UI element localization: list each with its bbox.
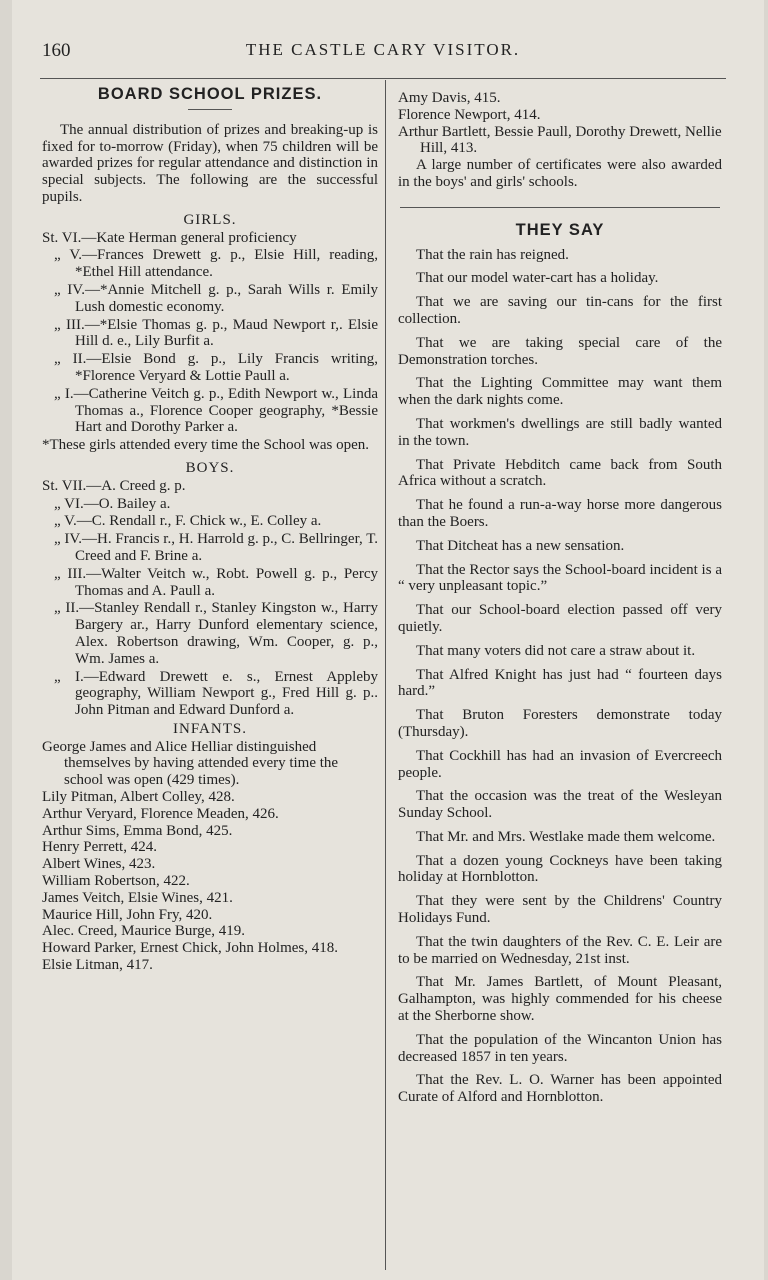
they-say-item: That Bruton Foresters demonstrate today (Thursday). (398, 707, 722, 740)
infants-entry: William Robertson, 422. (42, 873, 190, 890)
left-column (42, 86, 378, 974)
boys-entry: St. VII.—A. Creed g. p. (42, 477, 186, 494)
they-say-item: That the Rector says the School-board incident is a “ very unpleasant topic.” (398, 561, 722, 595)
they-say-item: That he found a run-a-way horse more dangerous than the Boers. (398, 497, 722, 530)
they-say-item: That the Lighting Committee may want them when the dark nights come. (398, 375, 722, 409)
infants-entry: Albert Wines, 423. (42, 856, 156, 873)
they-say-item: That Ditcheat has a new sensation. (416, 537, 625, 554)
header-rule (40, 78, 726, 79)
girls-entry: St. VI.—Kate Herman general proficiency (42, 229, 297, 246)
they-say-item: That Mr. and Mrs. Westlake made them welcome. (416, 828, 716, 845)
boys-entry: „ II.—Stanley Rendall r., Stanley Kingston w., Harry Bargery ar., Harry Dunford elementary science, Alex. Robertson drawing, Wm. Cooper, g. p., Wm. James a. (54, 600, 378, 667)
infants-entry: Howard Parker, Ernest Chick, John Holmes, 418. (42, 940, 339, 957)
girls-entry: „ IV.—*Annie Mitchell g. p., Sarah Wills r. Emily Lush domestic economy. (54, 281, 378, 315)
certificates-note: A large number of certificates were also awarded in the boys' and girls' schools. (398, 157, 722, 190)
they-say-item: That the occasion was the treat of the Wesleyan Sunday School. (398, 788, 722, 822)
they-say-item: That Alfred Knight has just had “ fourteen days hard.” (398, 666, 722, 700)
girls-note: *These girls attended every time the School was open. (42, 437, 369, 454)
infants-entry: Arthur Sims, Emma Bond, 425. (42, 822, 233, 839)
they-say-item: That they were sent by the Childrens' Country Holidays Fund. (398, 893, 722, 927)
column-divider (385, 80, 386, 1270)
board-intro: The annual distribution of prizes and breaking-up is fixed for to-morrow (Friday), when 75 children will be awarded prizes for regular attendance and distinction in special subjects. The following are the successful pupils. (42, 121, 378, 205)
page-header (42, 40, 724, 68)
boys-entry: „ I.—Edward Drewett e. s., Ernest Appleby geography, William Newport g., Fred Hill g. p.. John Pitman and Edward Dunford a. (54, 668, 378, 719)
they-say-item: That we are saving our tin-cans for the first collection. (398, 294, 722, 327)
infants-entry: Arthur Bartlett, Bessie Paull, Dorothy Drewett, Nellie Hill, 413. (398, 123, 722, 157)
publication-title: THE CASTLE CARY VISITOR. (245, 40, 521, 59)
they-say-item: That our model water-cart has a holiday. (416, 270, 659, 287)
they-say-item: That a dozen young Cockneys have been taking holiday at Hornblotton. (398, 852, 722, 886)
they-say-item: That the Rev. L. O. Warner has been appointed Curate of Alford and Hornblotton. (398, 1072, 722, 1106)
infants-entry: Florence Newport, 414. (398, 106, 541, 123)
they-say-item: That many voters did not care a straw about it. (416, 642, 696, 659)
infants-entry: Amy Davis, 415. (398, 90, 501, 106)
infants-heading: INFANTS. (173, 720, 247, 737)
girls-heading: GIRLS. (183, 211, 237, 228)
section-rule (400, 207, 720, 208)
board-school-title: BOARD SCHOOL PRIZES. (97, 85, 323, 103)
right-column (398, 90, 722, 1113)
infants-intro: George James and Alice Helliar distinguished themselves by having attended every time the school was open (429 times). (42, 738, 339, 789)
they-say-list (398, 247, 722, 1106)
they-say-item: That the twin daughters of the Rev. C. E. Leir are to be married on Wednesday, 21st inst. (398, 933, 722, 967)
girls-entry: „ V.—Frances Drewett g. p., Elsie Hill, reading, *Ethel Hill attendance. (54, 247, 378, 281)
they-say-title: THEY SAY (515, 220, 605, 239)
they-say-item: That our School-board election passed off very quietly. (398, 602, 722, 635)
they-say-item: That Mr. James Bartlett, of Mount Pleasant, Galhampton, was highly commended for his cheese at the Sherborne show. (398, 974, 722, 1025)
they-say-item: That Cockhill has had an invasion of Evercreech people. (398, 747, 722, 781)
they-say-item: That Private Hebditch came back from South Africa without a scratch. (398, 456, 722, 490)
boys-heading: BOYS. (185, 459, 235, 476)
infants-entry: Maurice Hill, John Fry, 420. (42, 906, 213, 923)
newspaper-page (12, 0, 764, 1280)
boys-entry: „ III.—Walter Veitch w., Robt. Powell g. p., Percy Thomas and A. Paull a. (54, 565, 378, 599)
infants-entry: Alec. Creed, Maurice Burge, 419. (42, 923, 245, 940)
boys-entry: „ VI.—O. Bailey a. (54, 495, 171, 512)
infants-entry: Lily Pitman, Albert Colley, 428. (42, 789, 235, 806)
girls-entry: „ I.—Catherine Veitch g. p., Edith Newport w., Linda Thomas a., Florence Cooper geography, *Bessie Hart and Dorothy Parker a. (54, 385, 378, 436)
girls-entry: „ III.—*Elsie Thomas g. p., Maud Newport r,. Elsie Hill d. e., Lily Burfit a. (54, 316, 378, 350)
boys-entry: „ IV.—H. Francis r., H. Harrold g. p., C. Bellringer, T. Creed and F. Brine a. (54, 531, 378, 564)
infants-entry: Henry Perrett, 424. (42, 839, 157, 856)
infants-entry: James Veitch, Elsie Wines, 421. (42, 889, 233, 906)
title-rule (188, 109, 232, 110)
they-say-item: That the population of the Wincanton Union has decreased 1857 in ten years. (398, 1031, 722, 1065)
they-say-item: That the rain has reigned. (416, 246, 569, 263)
girls-entry: „ II.—Elsie Bond g. p., Lily Francis writing, *Florence Veryard & Lottie Paull a. (54, 351, 378, 384)
infants-entry: Arthur Veryard, Florence Meaden, 426. (42, 805, 279, 822)
boys-entry: „ V.—C. Rendall r., F. Chick w., E. Colley a. (54, 513, 322, 530)
they-say-item: That workmen's dwellings are still badly wanted in the town. (398, 415, 722, 449)
they-say-item: That we are taking special care of the Demonstration torches. (398, 334, 722, 368)
page-number: 160 (42, 40, 71, 61)
infants-entry: Elsie Litman, 417. (42, 957, 153, 974)
